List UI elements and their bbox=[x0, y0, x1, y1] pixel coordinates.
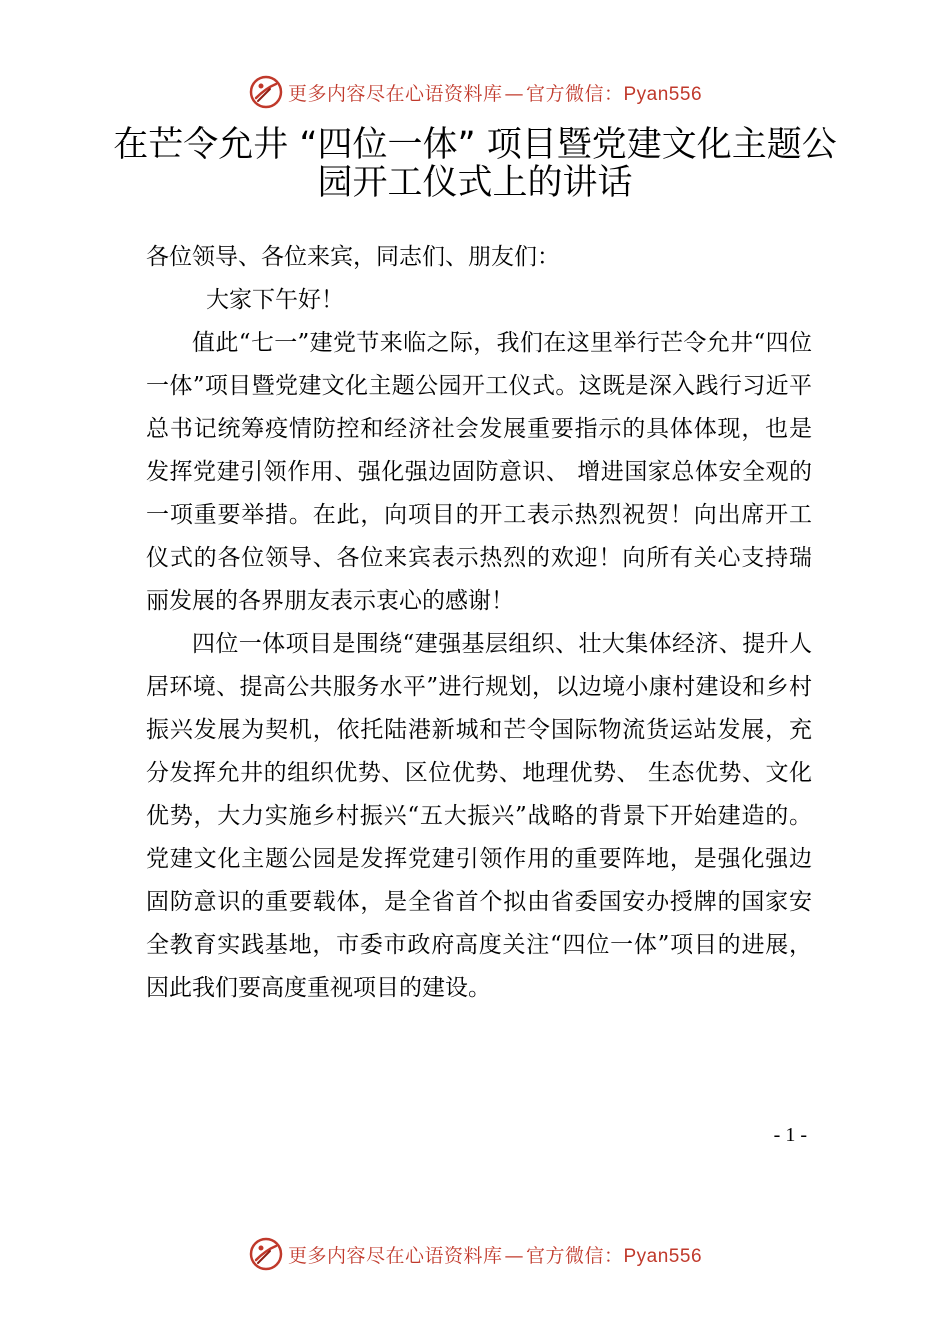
banner-wechat-id: Pyan556 bbox=[623, 1245, 703, 1267]
salutation: 各位领导、各位来宾，同志们、朋友们： bbox=[146, 244, 560, 270]
footer-banner bbox=[0, 1232, 950, 1276]
banner-site-name: 更多内容尽在心语资料库 bbox=[287, 1244, 503, 1267]
banner-wechat-label: 官方微信： bbox=[525, 82, 624, 105]
document-body bbox=[146, 236, 812, 1010]
header-banner bbox=[0, 70, 950, 114]
greeting: 大家下午好！ bbox=[206, 287, 344, 313]
banner-text bbox=[288, 79, 702, 106]
banner-text bbox=[288, 1241, 702, 1268]
book-pen-logo-icon bbox=[248, 1236, 284, 1272]
banner-wechat-label: 官方微信： bbox=[525, 1244, 624, 1267]
document-title: 在芒令允井 “四位一体” 项目暨党建文化主题公园开工仪式上的讲话 bbox=[113, 125, 837, 203]
banner-separator: — bbox=[504, 82, 524, 105]
banner-wechat-id: Pyan556 bbox=[623, 83, 703, 105]
paragraph: 值此“七一”建党节来临之际，我们在这里举行芒令允井“四位一体”项目暨党建文化主题公园开工仪式。这既是深入践行习近平总书记统筹疫情防控和经济社会发展重要指示的具体体现，也是发挥党建引领作用、强化强边固防意识、 增进国家总体安全观的一项重要举措。在此，向项目的开工表示热烈祝贺！向出席开工仪式的各位领导、各位来宾表示热烈的欢迎！向所有关心支持瑞丽发展的各界朋友表示衷心的感谢！ bbox=[146, 330, 812, 614]
banner-separator: — bbox=[504, 1244, 524, 1267]
page-number: - 1 - bbox=[773, 1124, 807, 1146]
book-pen-logo-icon bbox=[248, 74, 284, 110]
paragraph: 四位一体项目是围绕“建强基层组织、壮大集体经济、提升人居环境、提高公共服务水平”进行规划，以边境小康村建设和乡村振兴发展为契机，依托陆港新城和芒令国际物流货运站发展，充分发挥允井的组织优势、区位优势、地理优势、 生态优势、文化优势，大力实施乡村振兴“五大振兴”战略的背景下开始建造的。党建文化主题公园是发挥党建引领作用的重要阵地，是强化强边固防意识的重要载体，是全省首个拟由省委国安办授牌的国家安全教育实践基地，市委市政府高度关注“四位一体”项目的进展，因此我们要高度重视项目的建设。 bbox=[146, 631, 812, 1001]
banner-site-name: 更多内容尽在心语资料库 bbox=[287, 82, 503, 105]
